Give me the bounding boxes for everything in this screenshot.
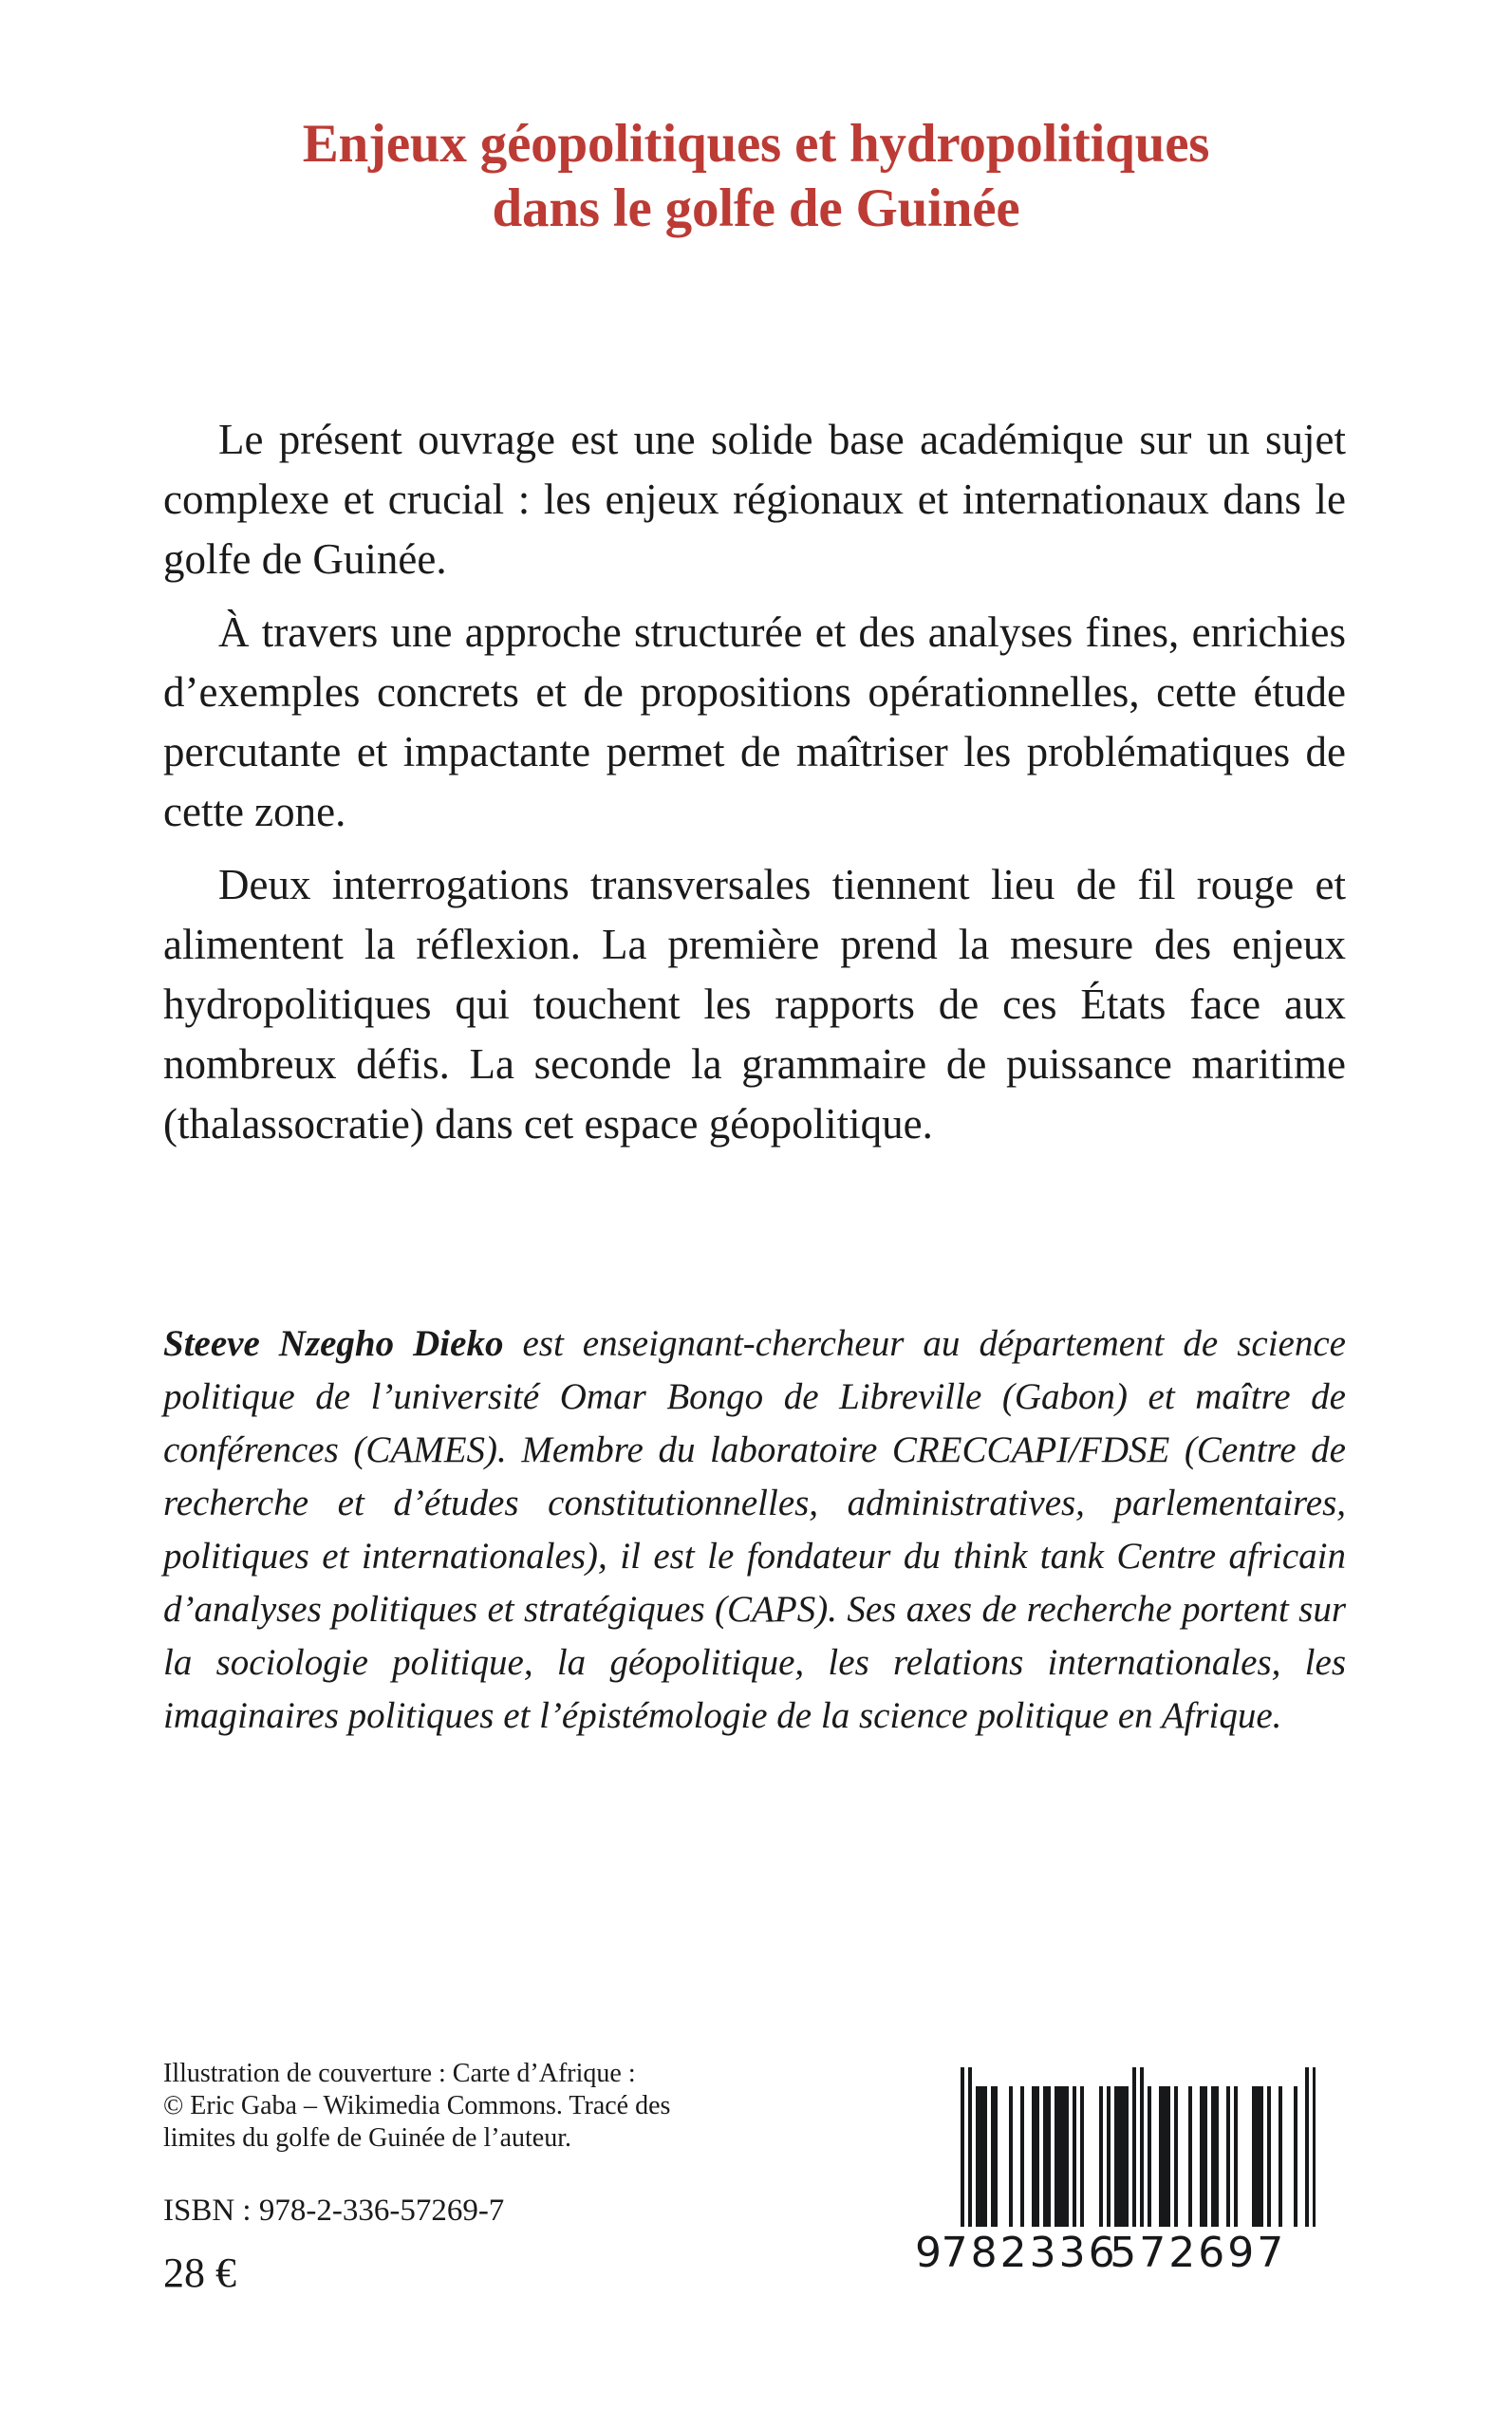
blurb-section	[163, 410, 1346, 1154]
barcode-bars	[961, 2086, 1316, 2227]
barcode-space	[1238, 2086, 1253, 2227]
barcode-bar	[1032, 2086, 1039, 2227]
barcode-space	[1151, 2086, 1159, 2227]
blurb-paragraph-3: Deux interrogations transversales tiennent lieu de fil rouge et alimentent la réflexion. La première prend la mesure des enjeux hydropolitiques qui touchent les rapports de ces États face aux nombreux défis. La seconde la grammaire de puissance maritime (thalassocratie) dans cet espace géopolitique.	[163, 861, 1346, 1148]
cover-credit-line-1: Illustration de couverture : Carte d’Afrique :	[163, 2059, 636, 2088]
barcode-space	[1013, 2086, 1020, 2227]
blurb-paragraph-2: À travers une approche structurée et des analyses fines, enrichies d’exemples concrets et de propositions opérationnelles, cette étude percutante et impactante permet de maîtriser les problématiques de cette zone.	[163, 608, 1346, 835]
blurb-paragraph-1: Le présent ouvrage est une solide base académique sur un sujet complexe et crucial : les enjeux régionaux et internationaux dans le golfe de Guinée.	[163, 416, 1346, 583]
barcode-space	[1084, 2086, 1099, 2227]
author-name: Steeve Nzegho Dieko	[163, 1323, 504, 1364]
barcode-right-group: 572697	[1110, 2229, 1287, 2277]
ean13-barcode	[915, 2086, 1316, 2277]
isbn-text: ISBN : 978-2-336-57269-7	[163, 2194, 505, 2228]
barcode-space	[998, 2086, 1009, 2227]
barcode-bar	[1043, 2086, 1051, 2227]
barcode-space	[1024, 2086, 1032, 2227]
barcode-bar	[1114, 2086, 1129, 2227]
barcode-space	[1219, 2086, 1226, 2227]
barcode-bar	[1200, 2086, 1207, 2227]
barcode-bar	[1055, 2086, 1070, 2227]
barcode-lead-digit: 9	[915, 2229, 943, 2277]
barcode-left-group: 782336	[941, 2229, 1118, 2277]
barcode-bar	[976, 2086, 987, 2227]
author-bio-paragraph	[163, 1317, 1346, 1743]
barcode-bar	[1313, 2067, 1316, 2227]
barcode-space	[1178, 2086, 1189, 2227]
author-bio-section	[163, 1317, 1346, 1743]
barcode-bar	[1252, 2086, 1263, 2227]
cover-credit-line-3: limites du golfe de Guinée de l’auteur.	[163, 2123, 571, 2153]
title-line-1: Enjeux géopolitiques et hydropolitiques	[302, 114, 1210, 174]
barcode-bar	[1211, 2086, 1219, 2227]
author-bio-text: est enseignant-chercheur au département de science politique de l’université Omar Bongo de Libreville (Gabon) et maître de conférences (CAMES). Membre du laboratoire CRECCAPI/FDSE (Centre de recherche et d’études constitutionnelles, administratives, parlementaires, politiques et internationales), il est le fondateur du think tank Centre africain d’analyses politiques et stratégiques (CAPS). Ses axes de recherche portent sur la sociologie politique, la géopolitique, les relations internationales, les imaginaires politiques et l’épistémologie de la science politique en Afrique.	[163, 1323, 1346, 1736]
footer-section	[163, 2058, 828, 2297]
barcode-space	[1192, 2086, 1200, 2227]
barcode-bar	[1159, 2086, 1170, 2227]
title-line-2: dans le golfe de Guinée	[492, 178, 1020, 238]
page-title	[142, 112, 1370, 241]
cover-credit-line-2: © Eric Gaba – Wikimedia Commons. Tracé des	[163, 2091, 671, 2120]
barcode-space	[1282, 2086, 1294, 2227]
barcode-bar	[991, 2086, 999, 2227]
barcode-space	[1297, 2086, 1305, 2227]
price-text: 28 €	[163, 2250, 236, 2296]
barcode-space	[1271, 2086, 1279, 2227]
barcode-digits	[915, 2229, 1287, 2277]
